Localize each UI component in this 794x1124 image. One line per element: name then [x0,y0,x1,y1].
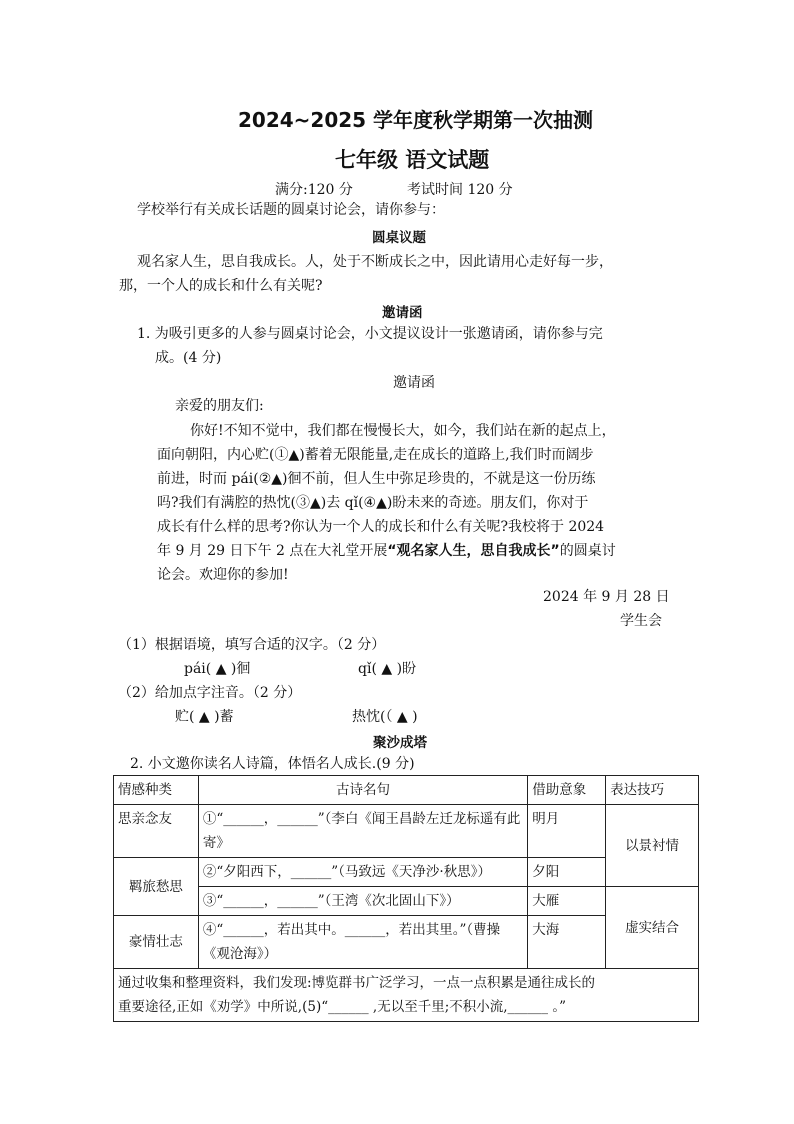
letter-body-4: 吗?我们有满腔的热忱(③▲)去 qǐ(④▲)盼未来的奇迹。朋友们，你对于 [157,495,589,511]
header-image: 借助意象 [528,776,606,805]
letter-title: 邀请函 [393,375,435,391]
table-footer-row [114,969,699,1022]
sub-question-1-blank-b: qǐ( ▲ )盼 [358,661,417,677]
table-row [114,887,699,916]
question-1-line-1: 1. 为吸引更多的人参与圆桌讨论会，小文提议设计一张邀请函，请你参与完 [137,326,603,342]
letter-event-name: “观名家人生，思自我成长” [387,543,560,559]
sub-question-2-blank-b: 热忱(（ ▲ ) [352,709,418,725]
sub-question-1-blank-a: pái( ▲ )徊 [184,661,251,677]
emotion-cell: 豪情壮志 [114,916,199,969]
letter-date: 2024 年 9 月 28 日 [543,589,670,605]
sub-question-2: （2）给加点字注音。（2 分） [118,685,302,701]
poem-table [113,775,699,1022]
verse-cell: ③“______，______”（王湾《次北固山下》） [198,887,527,916]
image-cell: 夕阳 [528,858,606,887]
letter-body-5: 成长有什么样的思考?你认为一个人的成长和什么有关呢?我校将于 2024 [157,519,605,535]
section-heading-topic: 圆桌议题 [372,230,426,246]
image-cell: 明月 [528,805,606,858]
header-technique: 表达技巧 [606,776,699,805]
header-verse: 古诗名句 [198,776,527,805]
sub-question-2-blank-a: 贮( ▲ )蓄 [175,709,234,725]
letter-body-7: 论会。欢迎你的参加! [157,567,289,583]
verse-cell: ②“夕阳西下，______”（马致远《天净沙·秋思》） [198,858,527,887]
emotion-cell: 羁旅愁思 [114,858,199,916]
letter-body-3: 前进，时而 pái(②▲)徊不前，但人生中弥足珍贵的，不就是这一份历练 [157,471,596,487]
letter-body-6 [157,539,616,563]
letter-body-6-post: 的圆桌讨 [559,543,616,559]
question-1-line-2: 成。(4 分) [155,350,222,366]
technique-cell: 以景衬情 [606,805,699,887]
topic-line-2: 那，一个人的成长和什么有关呢? [119,278,323,294]
exam-time: 考试时间 120 分 [407,182,513,198]
sub-question-1: （1）根据语境，填写合适的汉字。（2 分） [118,637,386,653]
intro-text: 学校举行有关成长话题的圆桌讨论会，请你参与： [137,202,445,218]
verse-cell: ④“______，若出其中。______，若出其里。”（曹操《观沧海》） [198,916,527,969]
question-2: 2. 小文邀你读名人诗篇，体悟名人成长.(9 分) [130,756,415,772]
exam-title: 2024~2025 学年度秋学期第一次抽测 [238,108,594,132]
footer-line-1: 通过收集和整理资料，我们发现:博览群书广泛学习，一点一点积累是通往成长的 [118,975,596,991]
image-cell: 大雁 [528,887,606,916]
section-heading-sand: 聚沙成塔 [373,735,427,751]
table-header-row [114,776,699,805]
emotion-cell: 思亲念友 [114,805,199,858]
letter-signature: 学生会 [620,613,662,629]
topic-line-1: 观名家人生，思自我成长。人，处于不断成长之中，因此请用心走好每一步， [137,254,613,270]
table-footer [114,969,699,1022]
image-cell: 大海 [528,916,606,969]
exam-subtitle: 七年级 语文试题 [335,148,490,172]
letter-greeting: 亲爱的朋友们: [175,398,264,414]
letter-body-1: 你好!不知不觉中，我们都在慢慢长大，如今，我们站在新的起点上， [190,423,616,439]
footer-line-2: 重要途径,正如《劝学》中所说,(5)“______ ,无以至千里;不积小流,______ 。” [118,999,566,1015]
verse-cell: ①“______，______”（李白《闻王昌龄左迁龙标遥有此寄》 [198,805,527,858]
section-heading-invitation: 邀请函 [382,305,423,321]
header-emotion: 情感种类 [114,776,199,805]
letter-body-6-pre: 年 9 月 29 日下午 2 点在大礼堂开展 [157,543,388,559]
table-row [114,805,699,858]
full-score: 满分:120 分 [275,182,353,198]
technique-cell: 虚实结合 [606,887,699,969]
letter-body-2: 面向朝阳，内心贮(①▲)蓄着无限能量,走在成长的道路上,我们时而阔步 [157,447,594,463]
